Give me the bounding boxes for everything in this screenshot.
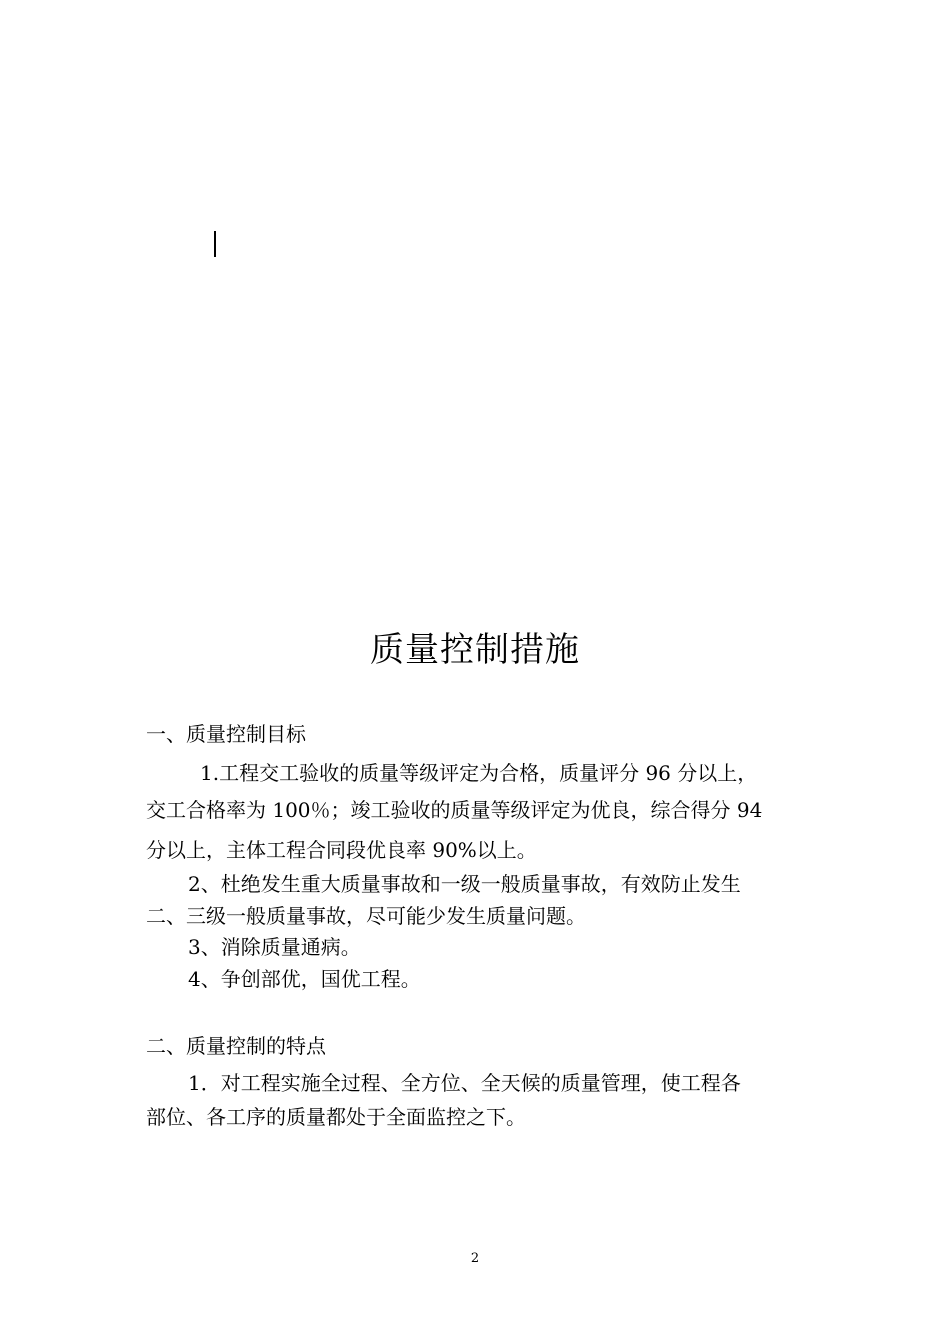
section-heading-2: 二、质量控制的特点 xyxy=(146,1034,326,1058)
paragraph-line: 部位、各工序的质量都处于全面监控之下。 xyxy=(146,1105,526,1129)
text-cursor xyxy=(214,231,216,257)
document-title: 质量控制措施 xyxy=(370,630,580,670)
page-number: 2 xyxy=(470,1251,480,1266)
paragraph-line: 分以上，主体工程合同段优良率 90%以上。 xyxy=(146,838,537,862)
paragraph-line: 4、争创部优，国优工程。 xyxy=(188,967,421,991)
paragraph-line: 3、消除质量通病。 xyxy=(188,935,361,959)
paragraph-line: 1.工程交工验收的质量等级评定为合格，质量评分 96 分以上， xyxy=(200,761,758,785)
paragraph-line: 2、杜绝发生重大质量事故和一级一般质量事故，有效防止发生 xyxy=(188,872,741,896)
section-heading-1: 一、质量控制目标 xyxy=(146,722,306,746)
paragraph-line: 交工合格率为 100％；竣工验收的质量等级评定为优良，综合得分 94 xyxy=(146,798,763,822)
paragraph-line: 二、三级一般质量事故，尽可能少发生质量问题。 xyxy=(146,904,586,928)
paragraph-line: 1．对工程实施全过程、全方位、全天候的质量管理，使工程各 xyxy=(188,1071,741,1095)
